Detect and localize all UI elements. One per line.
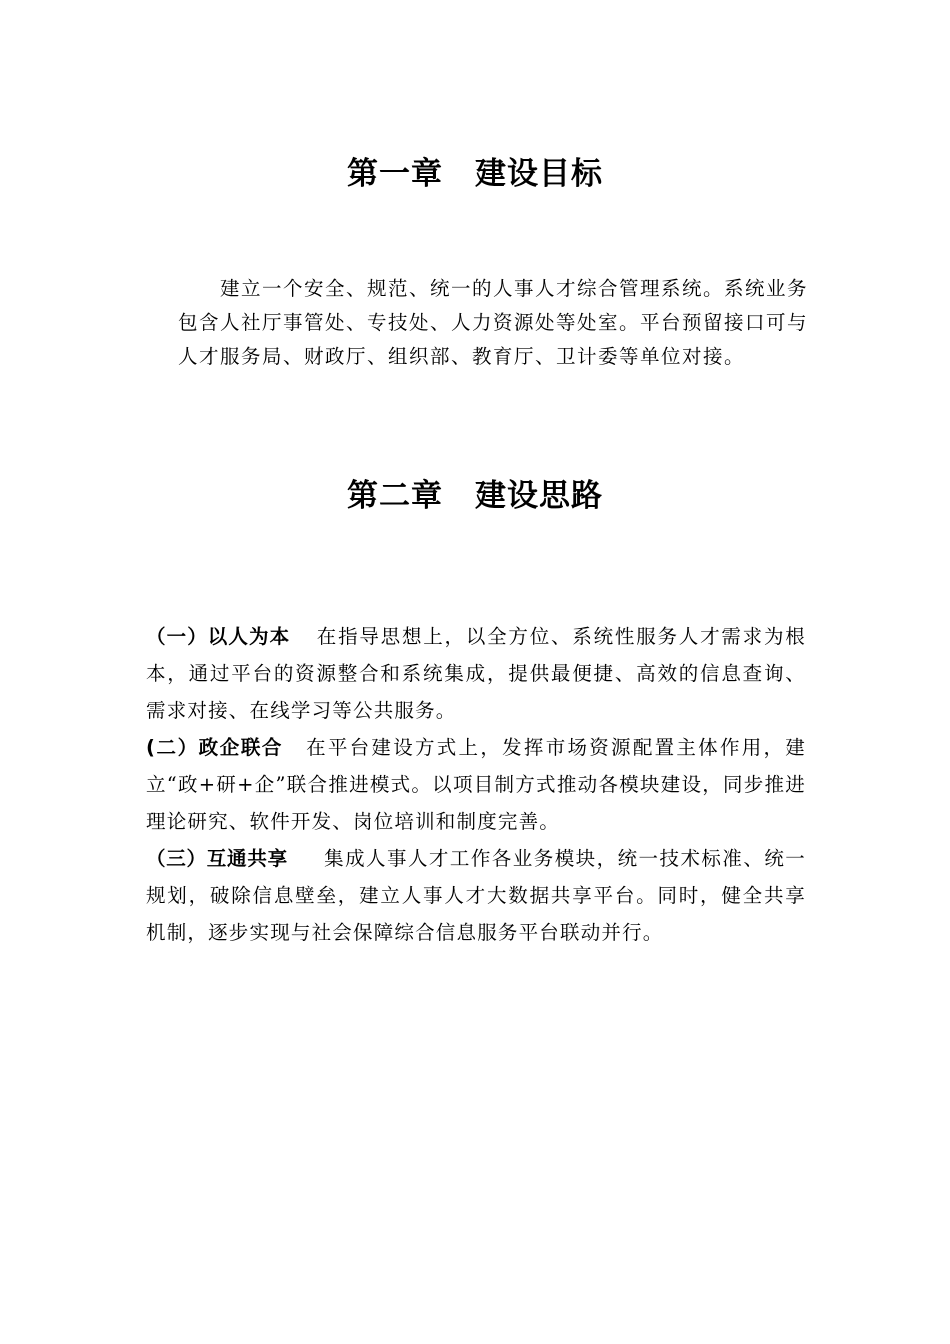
idea-item-2-body: 在平台建设方式上，发挥市场资源配置主体作用，建立“政+研+企”联合推进模式。以项目制方式推动各模块建设，同步推进理论研究、软件开发、岗位培训和制度完善。 bbox=[146, 736, 806, 833]
chapter2-title: 第二章 建设思路 bbox=[347, 478, 603, 514]
chapter1-title: 第一章 建设目标 bbox=[347, 156, 603, 192]
idea-item-3-body: 集成人事人才工作各业务模块，统一技术标准、统一规划，破除信息壁垒，建立人事人才大数据共享平台。同时，健全共享机制，逐步实现与社会保障综合信息服务平台联动并行。 bbox=[146, 847, 806, 944]
idea-item-3-heading: （三）互通共享 bbox=[146, 847, 288, 870]
idea-item-3 bbox=[146, 840, 806, 951]
idea-item-1 bbox=[146, 618, 806, 729]
chapter2-item-list bbox=[146, 618, 806, 951]
chapter1-paragraph: 建立一个安全、规范、统一的人事人才综合管理系统。系统业务包含人社厅事管处、专技处、人力资源处等处室。平台预留接口可与人才服务局、财政厅、组织部、教育厅、卫计委等单位对接。 bbox=[178, 277, 809, 368]
idea-item-1-heading: （一）以人为本 bbox=[146, 625, 291, 648]
idea-item-1-body: 在指导思想上，以全方位、系统性服务人才需求为根本，通过平台的资源整合和系统集成，提供最便捷、高效的信息查询、需求对接、在线学习等公共服务。 bbox=[146, 625, 806, 722]
idea-item-2 bbox=[146, 729, 806, 840]
idea-item-2-heading: (二）政企联合 bbox=[146, 736, 283, 759]
